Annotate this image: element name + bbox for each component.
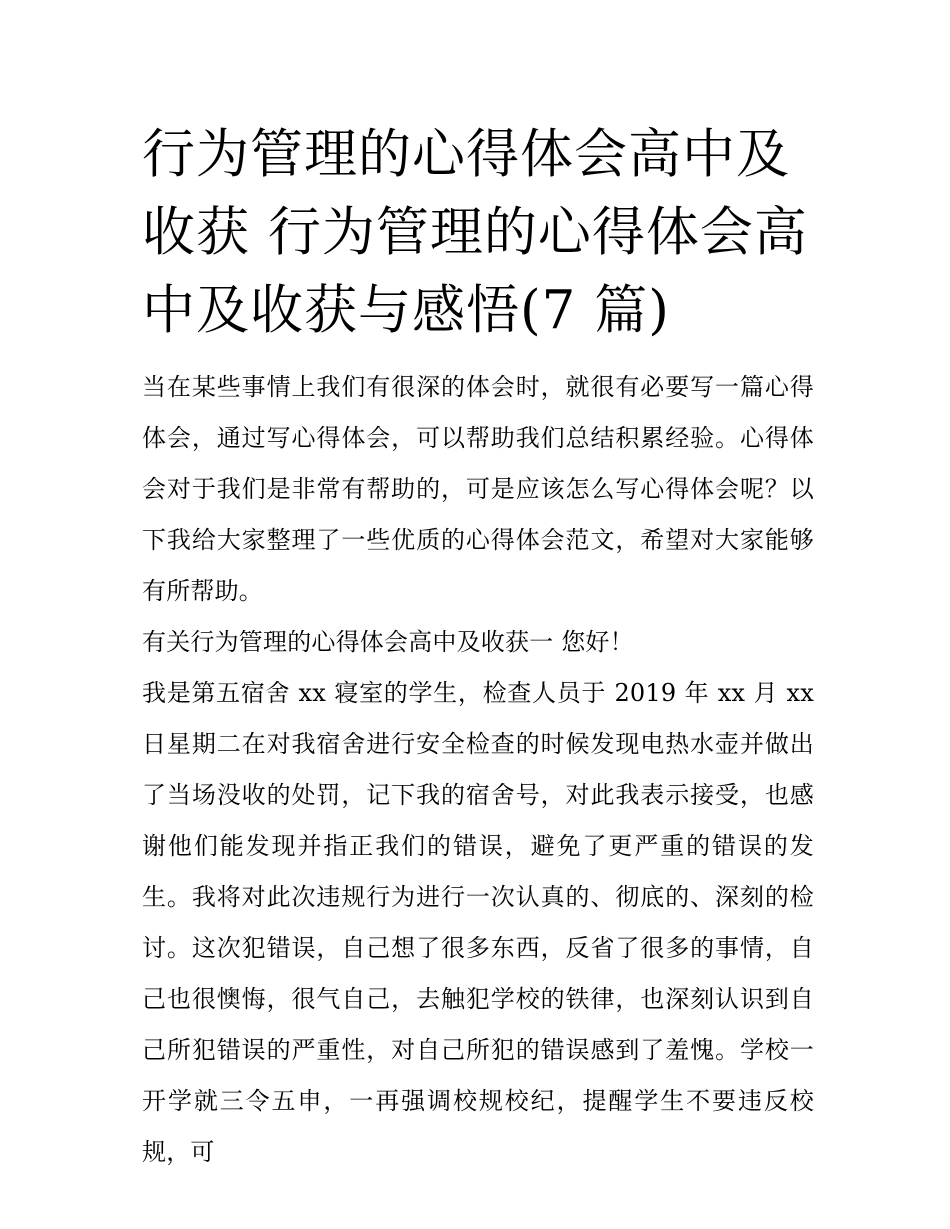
section-heading-paragraph: 有关行为管理的心得体会高中及收获一 您好！ (142, 628, 634, 656)
document-body (142, 362, 814, 1178)
document-title: 行为管理的心得体会高中及收获 行为管理的心得体会高中及收获与感悟(7 篇) (142, 124, 808, 341)
intro-paragraph: 当在某些事情上我们有很深的体会时，就很有必要写一篇心得体会，通过写心得体会，可以帮助我们总结积累经验。心得体会对于我们是非常有帮助的，可是应该怎么写心得体会呢？以下我给大家整理了一些优质的心得体会范文，希望对大家能够有所帮助。 (142, 373, 814, 605)
letter-paragraph: 我是第五宿舍 xx 寝室的学生，检查人员于 2019 年 xx 月 xx 日星期二在对我宿舍进行安全检查的时候发现电热水壶并做出了当场没收的处罚，记下我的宿舍号，对此我表示接受，也感谢他们能发现并指正我们的错误，避免了更严重的错误的发生。我将对此次违规行为进行一次认真的、彻底的、深刻的检讨。这次犯错误，自己想了很多东西，反省了很多的事情，自己也很懊悔，很气自己，去触犯学校的铁律，也深刻认识到自己所犯错误的严重性，对自己所犯的错误感到了羞愧。学校一开学就三令五申，一再强调校规校纪，提醒学生不要违反校规，可 (142, 679, 814, 1166)
document-page (142, 116, 814, 1178)
